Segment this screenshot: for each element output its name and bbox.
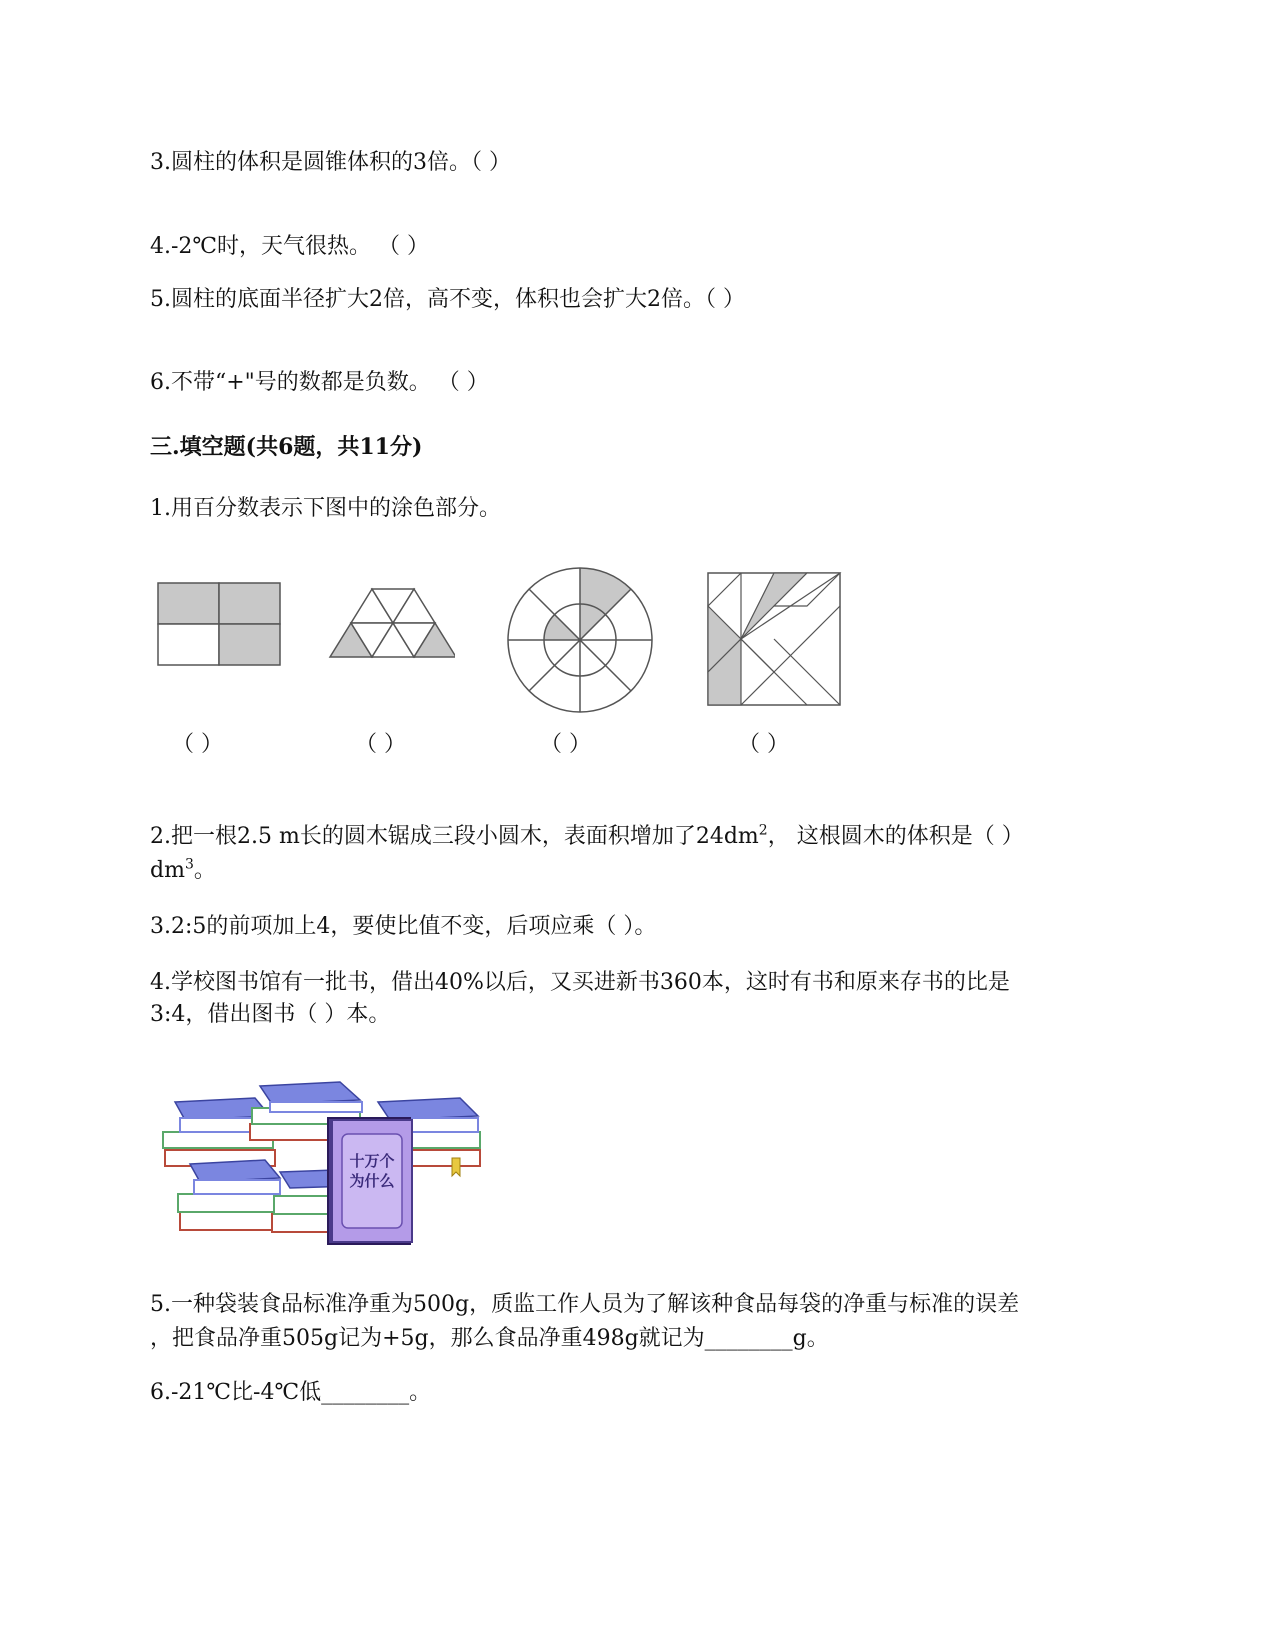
book-cover-standing [328, 1118, 412, 1244]
book-pile-illustration [160, 1080, 500, 1250]
fill-question-4-line-1: 4.学校图书馆有一批书，借出40%以后，又买进新书360本，这时有书和原来存书的比是 [150, 970, 1010, 995]
judgement-item-3: 3.圆柱的体积是圆锥体积的3倍。（ ） [150, 150, 511, 175]
figure-rectangle [155, 580, 285, 670]
figure-circle [505, 565, 655, 715]
q2-text-b: ， 这根圆木的体积是（ ） [767, 824, 1024, 849]
answer-blank-4[interactable]: （ ） [738, 732, 789, 757]
fill-question-2-line-2 [150, 856, 216, 886]
figure-tangram-square [705, 570, 845, 710]
book-cover-title-line-2: 为什么 [349, 1172, 395, 1190]
fill-question-6: 6.-21℃比-4℃低________。 [150, 1380, 432, 1405]
fill-question-4-line-2: 3:4，借出图书（ ）本。 [150, 1002, 391, 1027]
q2-end: 。 [193, 858, 216, 883]
fill-question-3: 3.2:5的前项加上4，要使比值不变，后项应乘（ ）。 [150, 914, 657, 939]
answer-blank-3[interactable]: （ ） [540, 732, 591, 757]
fill-question-1: 1.用百分数表示下图中的涂色部分。 [150, 496, 501, 521]
q2-text-a: 2.把一根2.5 m长的圆木锯成三段小圆木，表面积增加了24dm [150, 824, 759, 849]
section-title: 三.填空题(共6题，共11分) [150, 434, 423, 460]
fill-question-5-line-2: ，把食品净重505g记为+5g，那么食品净重498g就记为________g。 [150, 1326, 829, 1351]
q2-superscript-3: 3 [184, 856, 194, 873]
fill-question-2-line-1 [150, 822, 1024, 852]
book-cover-title-line-1: 十万个 [349, 1152, 395, 1170]
q2-superscript-2: 2 [758, 822, 768, 839]
answer-blank-2[interactable]: （ ） [355, 732, 406, 757]
judgement-item-6: 6.不带“+"号的数都是负数。 （ ） [150, 370, 489, 395]
book-stack-front-left [178, 1160, 280, 1230]
answer-blank-1[interactable]: （ ） [172, 732, 223, 757]
q2-unit: dm [150, 858, 185, 883]
judgement-item-4: 4.-2℃时，天气很热。 （ ） [150, 234, 430, 259]
figure-trapezoid [325, 585, 455, 665]
judgement-item-5: 5.圆柱的底面半径扩大2倍，高不变，体积也会扩大2倍。（ ） [150, 287, 745, 312]
fill-question-5-line-1: 5.一种袋装食品标准净重为500g，质监工作人员为了解该种食品每袋的净重与标准的误差 [150, 1292, 1020, 1317]
